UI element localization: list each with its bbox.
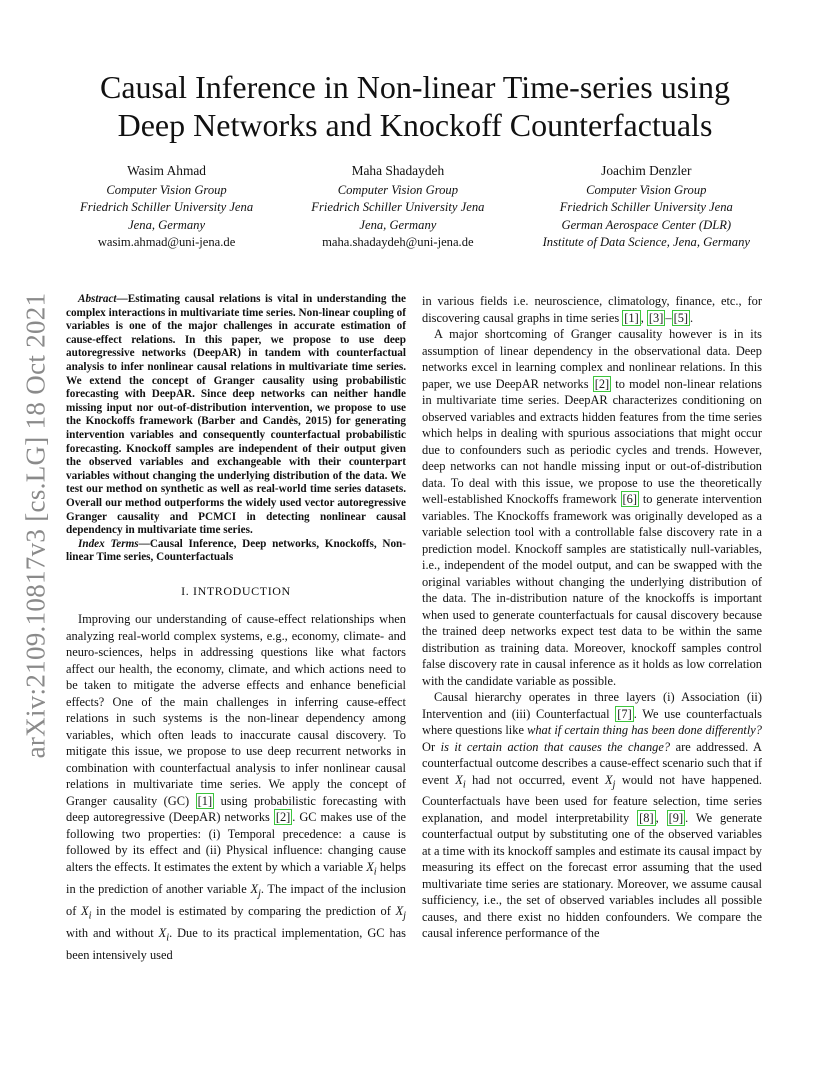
- citation-link[interactable]: [1]: [624, 310, 639, 325]
- citation-link[interactable]: [2]: [594, 376, 610, 391]
- index-terms-label: Index Terms: [78, 537, 139, 550]
- citation-link[interactable]: [2]: [275, 810, 291, 825]
- author-affiliation: Friedrich Schiller University Jena: [559, 200, 733, 215]
- arxiv-identifier-text: arXiv:2109.10817v3 [cs.LG] 18 Oct 2021: [20, 292, 51, 758]
- citation-link[interactable]: [7]: [617, 706, 632, 721]
- author-name: Wasim Ahmad: [127, 163, 206, 178]
- left-column: [66, 293, 406, 963]
- author-affiliation: Institute of Data Science, Jena, Germany: [542, 234, 750, 249]
- author-email: maha.shadaydeh@uni-jena.de: [322, 234, 474, 249]
- abstract-label: Abstract: [78, 293, 117, 305]
- paper-title: Causal Inference in Non-linear Time-series using Deep Networks and Knockoff Counterfactuals: [99, 69, 731, 143]
- author-block: [80, 162, 750, 251]
- paragraph: Causal hierarchy operates in three layers (i) Association (ii) Intervention and (iii) Counterfactual [7] . We use counterfactuals where questions like what if certain thing has been done differently? Or is it certain action that causes the change? are addressed. A counterfactual outcome describes a cause-effect scenario such that if event $X_i$ had not occurred, event $X_j$ would not have happened. Counterfactuals have been used for feature selection, time series explanation, and model interpretability [8] , [9] . We generate counterfactual output by substituting one of the observed variables at a time with its knockoff samples and estimate its causal impact by measuring its effect on the forecast error assuming that the used multivariate time series are stationary. Moreover, we assume causal sufficiency, i.e., the set of observed variables includes all possible causes, and there exist no hidden confounders. We compare the causal inference performance of the: [422, 690, 762, 941]
- right-column: [422, 293, 762, 942]
- citation-link[interactable]: [8]: [639, 810, 654, 825]
- citation-link[interactable]: [1]: [197, 793, 213, 808]
- arxiv-identifier: [18, 290, 54, 760]
- citation-link[interactable]: [9]: [668, 810, 684, 825]
- author-1: [80, 162, 253, 251]
- author-email: wasim.ahmad@uni-jena.de: [97, 234, 236, 249]
- author-affiliation: Computer Vision Group: [337, 183, 459, 198]
- author-affiliation: Computer Vision Group: [586, 183, 707, 198]
- author-3: [543, 162, 750, 251]
- paragraph: A major shortcoming of Granger causality however is in its assumption of linear dependency in the observational data. Deep networks excel in learning complex and nonlinear relations. In this paper, we use DeepAR networks [2] to model non-linear relations in multivariate time series. DeepAR characterizes conditioning on observed variables and extracts hidden features from the time series which helps in dealing with spurious associations that might occur due to confounders such as periodic cycles and trends. However, deep networks can not handle missing input or out-of-distribution data. To deal with this issue, we propose to use the theoretically well-established Knockoffs framework [6] to generate intervention variables. The Knockoffs framework was originally developed as a variable selection tool with a controllable false discovery rate in a prediction model. Knockoff samples are statistically null-variables, i.e., independent of the model output, and can be swapped with the original variables without changing the underlying distribution of the data. The in-distribution nature of the knockoffs is important when used to generate counterfactuals for causal discovery because the trained deep networks expect test data to be within the same distribution as training data. Moreover, knockoff samples control false discovery rate in causal inference as it holds as low correlation with the candidate variable as possible.: [422, 327, 762, 688]
- paragraph: in various fields i.e. neuroscience, climatology, finance, etc., for discovering causal graphs in time series [1] , [3] – [5] .: [422, 294, 762, 325]
- author-2: [311, 162, 484, 251]
- citation-link[interactable]: [5]: [673, 310, 689, 325]
- citation-link[interactable]: [3]: [648, 310, 664, 325]
- author-affiliation: Jena, Germany: [359, 217, 437, 232]
- author-affiliation: Jena, Germany: [128, 217, 206, 232]
- author-name: Maha Shadaydeh: [351, 163, 445, 178]
- index-terms-text: —Causal Inference, Deep networks, Knockoffs, Non-linear Time series, Counterfactuals: [66, 537, 406, 564]
- author-name: Joachim Denzler: [601, 163, 692, 178]
- author-affiliation: Friedrich Schiller University Jena: [311, 200, 485, 215]
- abstract: [66, 293, 406, 538]
- index-terms: [66, 538, 406, 565]
- intro-paragraph: Improving our understanding of cause-effect relationships when analyzing real-world complex systems, e.g., economy, climate- and neuro-sciences, helps in addressing questions like what factors affect our health, the economy, climate, and which actions need to be taken to mitigate the adverse effects and enhance beneficial effects? One of the main challenges in inferring cause-effect relations in such systems is the non-linear dependency among variables, which often leads to inaccurate causal discovery. To mitigate this issue, we propose to use deep recurrent networks in combination with counterfactual analysis to infer nonlinear causal relations in multivariate time series. We apply the concept of Granger causality (GC) [1] using probabilistic forecasting with deep autoregressive (DeepAR) networks [2] . GC makes use of the following two properties: (i) Temporal precedence: a cause is followed by its effect and (ii) Physical influence: changing cause alters the effects. It estimates the extent by which a variable $X_i$ helps in the prediction of another variable $X_j$. The impact of the inclusion of $X_i$ in the model is estimated by comparing the prediction of $X_j$ with and without $X_i$. Due to its practical implementation, GC has been intensively used: [66, 612, 407, 962]
- section-heading: I. INTRODUCTION: [181, 583, 291, 598]
- abstract-text: —Estimating causal relations is vital in understanding the complex interactions in multivariate time series. Non-linear coupling of variables is one of the major challenges in accurate estimation of cause-effect relations. In this paper, we propose to use deep autoregressive networks (DeepAR) in tandem with counterfactual analysis to infer nonlinear causal relations in multivariate time series. We extend the concept of Granger causality using probabilistic forecasting with DeepAR. Since deep networks can neither handle missing input nor out-of-distribution intervention, we propose to use the Knockoffs framework (Barber and Candès, 2015) for generating intervention variables and consequently counterfactual probabilistic forecasting. Knockoff samples are independent of their output given the observed variables and exchangeable with their counterpart variables without changing the underlying distribution of the data. We test our method on synthetic as well as real-world time series datasets. Overall our method outperforms the widely used vector autoregressive Granger causality and PCMCI in detecting nonlinear causal dependency in multivariate time series.: [66, 293, 406, 537]
- author-affiliation: Friedrich Schiller University Jena: [80, 200, 254, 215]
- author-affiliation: German Aerospace Center (DLR): [561, 217, 732, 232]
- author-affiliation: Computer Vision Group: [106, 183, 227, 198]
- citation-link[interactable]: [6]: [622, 492, 637, 506]
